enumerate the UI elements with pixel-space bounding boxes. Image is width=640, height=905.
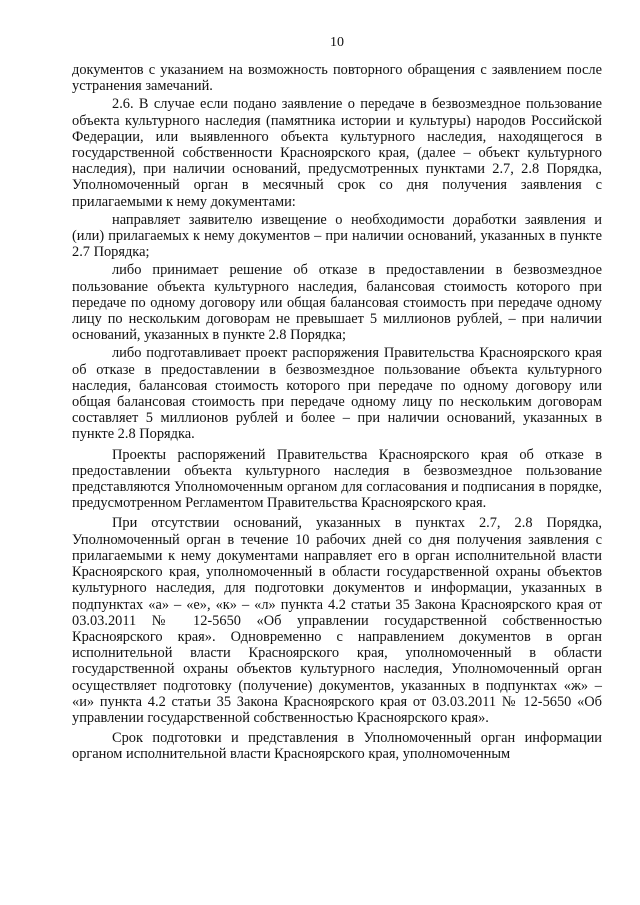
paragraph-draft-order: либо подготавливает проект распоряжения Правительства Красноярского края об отказе в предоставлении в безвозмездное пользование объекта культурного наследия, балансовая стоимость которого при передаче по одному договору или общая балансовая стоимость при передаче одному лицу по нескольким договорам составляет 5 миллионов рублей и более – при наличии оснований, указанных в пункте 2.8 Порядка.	[72, 345, 602, 443]
paragraph-no-grounds: При отсутствии оснований, указанных в пунктах 2.7, 2.8 Порядка, Уполномоченный орган в течение 10 рабочих дней со дня получения заявления с прилагаемыми к нему документами направляет его в орган исполнительной власти Красноярского края, уполномоченный в области государственной охраны объектов культурного наследия, для подготовки документов и информации, указанных в подпунктах «а» – «е», «к» – «л» пункта 4.2 статьи 35 Закона Красноярского края от 03.03.2011 № 12-5650 «Об управлении государственной собственностью Красноярского края». Одновременно с направлением документов в орган исполнительной власти Красноярского края, уполномоченный в области государственной охраны объектов культурного наследия, Уполномоченный орган осуществляет подготовку (получение) документов, указанных в подпунктах «ж» – «и» пункта 4.2 статьи 35 Закона Красноярского края от 03.03.2011 № 12-5650 «Об управлении государственной собственностью Красноярского края».	[72, 515, 602, 726]
paragraph-deadline: Срок подготовки и представления в Уполномоченный орган информации органом исполнительной власти Красноярского края, уполномоченным	[72, 730, 602, 763]
paragraph-2-6: 2.6. В случае если подано заявление о передаче в безвозмездное пользование объекта культурного наследия (памятника истории и культуры) народов Российской Федерации, или выявленного объекта культурного наследия, находящегося в государственной собственности Красноярского края, (далее – объект культурного наследия), при наличии оснований, предусмотренных пунктами 2.7, 2.8 Порядка, Уполномоченный орган в месячный срок со дня получения заявления с прилагаемыми к нему документами:	[72, 96, 602, 210]
paragraph-refusal-decision: либо принимает решение об отказе в предоставлении в безвозмездное пользование объекта культурного наследия, балансовая стоимость которого при передаче по одному договору или общая балансовая стоимость при передаче одному лицу по нескольким договорам не превышает 5 миллионов рублей, – при наличии оснований, указанных в пункте 2.8 Порядка;	[72, 262, 602, 344]
page-number: 10	[330, 35, 344, 50]
document-body	[72, 62, 602, 763]
paragraph-notice: направляет заявителю извещение о необходимости доработки заявления и (или) прилагаемых к нему документов – при наличии оснований, указанных в пункте 2.7 Порядка;	[72, 211, 602, 261]
paragraph-continuation: документов с указанием на возможность повторного обращения с заявлением после устранения замечаний.	[72, 62, 602, 95]
paragraph-draft-orders-approval: Проекты распоряжений Правительства Красноярского края об отказе в предоставлении объекта культурного наследия в безвозмездное пользование представляются Уполномоченным органом для согласования и подписания в порядке, предусмотренном Регламентом Правительства Красноярского края.	[72, 446, 602, 512]
